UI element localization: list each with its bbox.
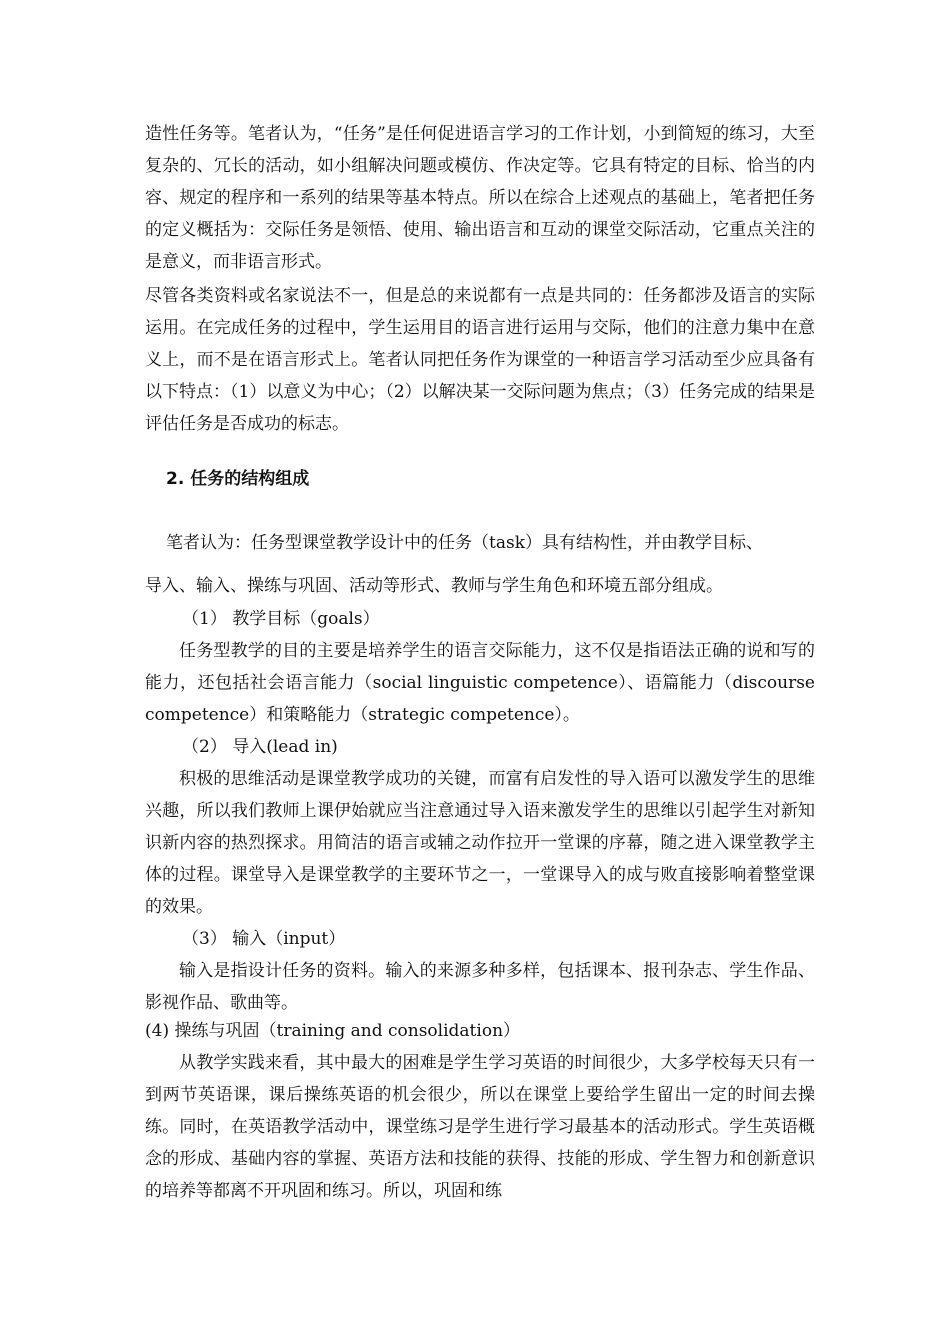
section-heading: 2. 任务的结构组成 bbox=[166, 469, 310, 489]
item-goals-title: （1） 教学目标（goals） bbox=[182, 609, 380, 629]
item-input-title: （3） 输入（input） bbox=[182, 929, 346, 949]
item-lead-in-body: 积极的思维活动是课堂教学成功的关键，而富有启发性的导入语可以激发学生的思维兴趣，所以我们教师上课伊始就应当注意通过导入语来激发学生的思维以引起学生对新知识新内容的热烈探求。用简洁的语言或辅之动作拉开一堂课的序幕，随之进入课堂教学主体的过程。课堂导入是课堂教学的主要环节之一，一堂课导入的成与败直接影响着整堂课的效果。 bbox=[145, 769, 815, 917]
paragraph-structure-line2: 导入、输入、操练与巩固、活动等形式、教师与学生角色和环境五部分组成。 bbox=[145, 576, 723, 596]
item-training-body: 从教学实践来看，其中最大的困难是学生学习英语的时间很少，大多学校每天只有一到两节英语课，课后操练英语的机会很少，所以在课堂上要给学生留出一定的时间去操练。同时，在英语教学活动中，课堂练习是学生进行学习最基本的活动形式。学生英语概念的形成、基础内容的掌握、英语方法和技能的获得、技能的形成、学生智力和创新意识的培养等都离不开巩固和练习。所以，巩固和练 bbox=[145, 1053, 815, 1201]
paragraph-task-features: 尽管各类资料或名家说法不一，但是总的来说都有一点是共同的：任务都涉及语言的实际运用。在完成任务的过程中，学生运用目的语言进行运用与交际，他们的注意力集中在意义上，而不是在语言形式上。笔者认同把任务作为课堂的一种语言学习活动至少应具备有以下特点：（1）以意义为中心；（2）以解决某一交际问题为焦点；（3）任务完成的结果是评估任务是否成功的标志。 bbox=[145, 286, 815, 434]
item-goals-body: 任务型教学的目的主要是培养学生的语言交际能力，这不仅是指语法正确的说和写的能力，还包括社会语言能力（social linguistic competence）、语篇能力（discourse competence）和策略能力（strategic competence）。 bbox=[145, 641, 815, 725]
paragraph-task-definition: 造性任务等。笔者认为，“任务”是任何促进语言学习的工作计划，小到简短的练习，大至复杂的、冗长的活动，如小组解决问题或模仿、作决定等。它具有特定的目标、恰当的内容、规定的程序和一系列的结果等基本特点。所以在综合上述观点的基础上，笔者把任务的定义概括为：交际任务是领悟、使用、输出语言和互动的课堂交际活动，它重点关注的是意义，而非语言形式。 bbox=[145, 124, 815, 272]
item-lead-in-title: （2） 导入(lead in) bbox=[182, 737, 338, 757]
paragraph-structure-line1: 笔者认为：任务型课堂教学设计中的任务（task）具有结构性，并由教学目标、 bbox=[166, 533, 763, 553]
item-training-title: (4) 操练与巩固（training and consolidation） bbox=[145, 1021, 521, 1041]
item-input-body: 输入是指设计任务的资料。输入的来源多种多样，包括课本、报刊杂志、学生作品、影视作品、歌曲等。 bbox=[145, 961, 815, 1013]
